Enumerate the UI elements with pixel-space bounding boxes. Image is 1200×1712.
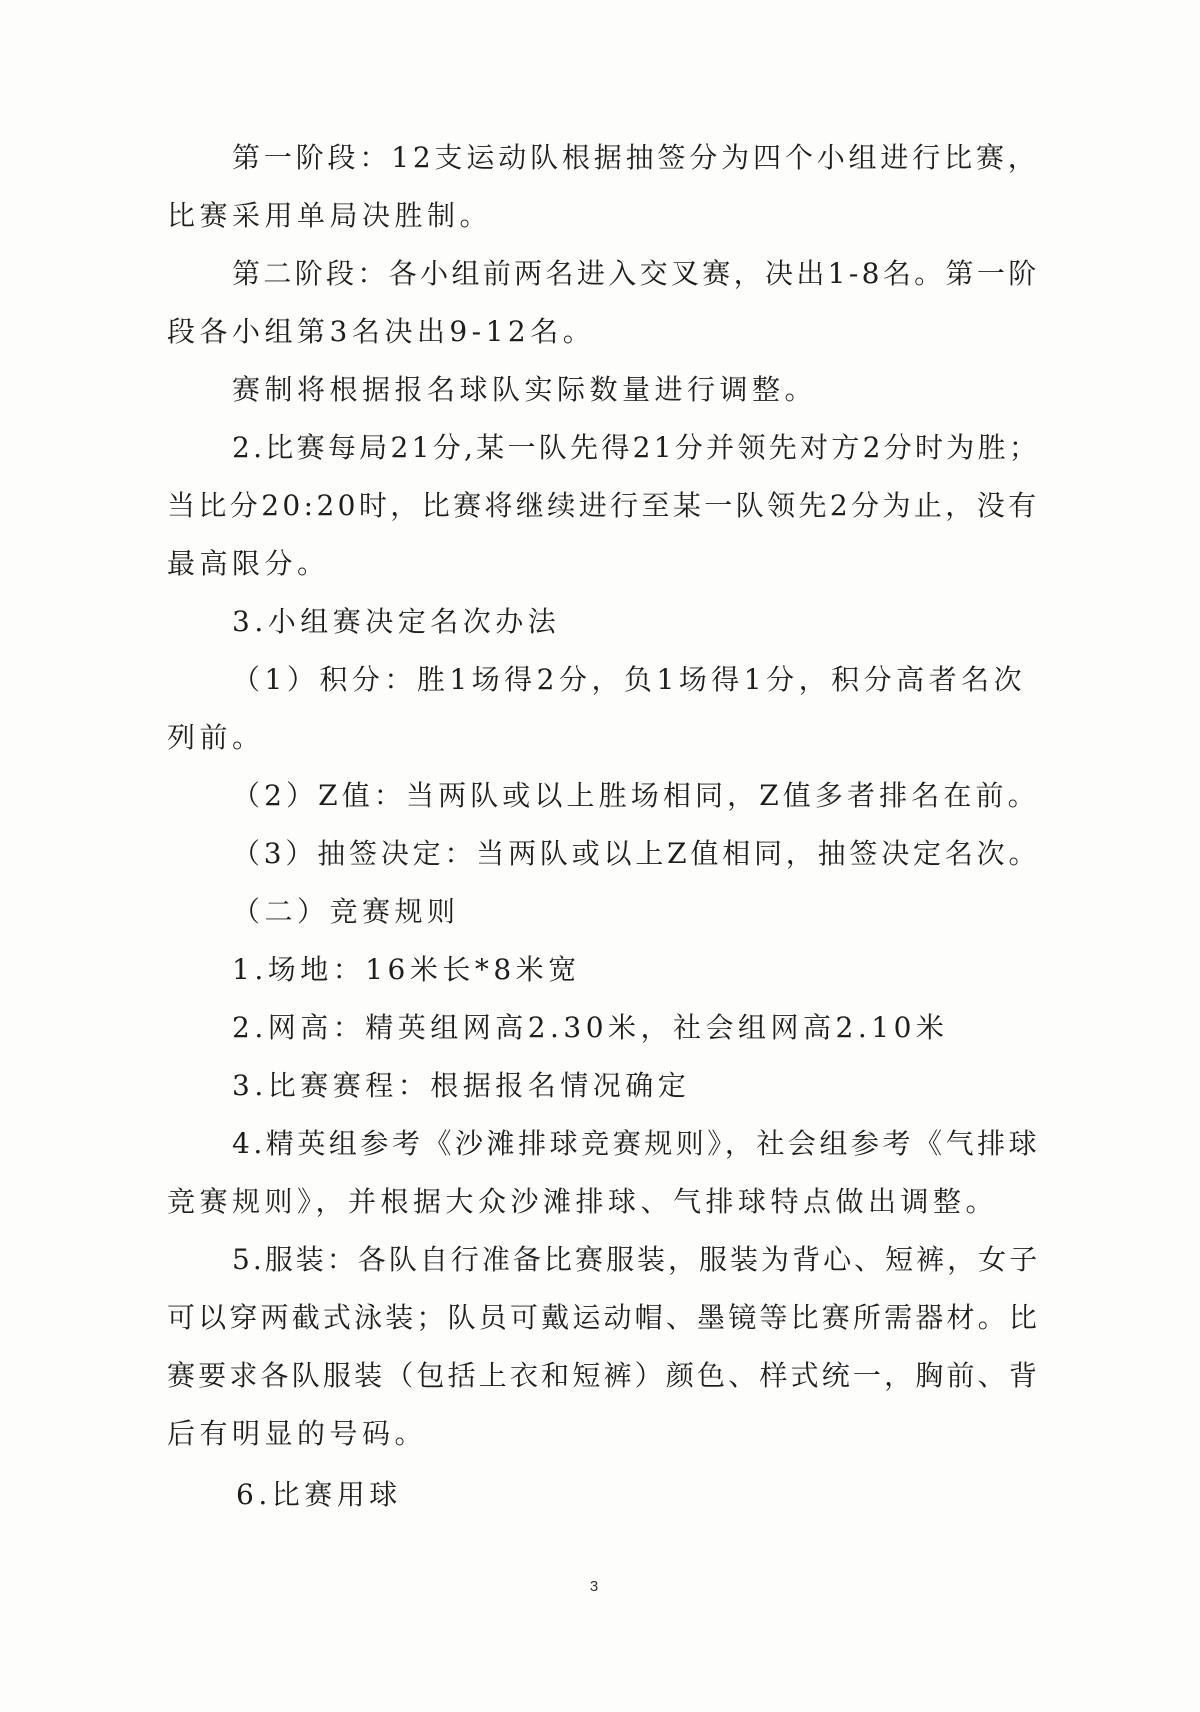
paragraph-line: （3）抽签决定：当两队或以上Z值相同，抽签决定名次。	[232, 837, 1041, 870]
paragraph-line: 4.精英组参考《沙滩排球竞赛规则》，社会组参考《气排球	[232, 1127, 1041, 1160]
section-heading: 3.小组赛决定名次办法	[232, 605, 561, 638]
paragraph-line: （2）Z值：当两队或以上胜场相同，Z值多者排名在前。	[232, 779, 1040, 812]
paragraph-line: 后有明显的号码。	[167, 1417, 428, 1450]
paragraph-line: 3.比赛赛程：根据报名情况确定	[232, 1069, 691, 1102]
paragraph-line: 当比分20:20时，比赛将继续进行至某一队领先2分为止，没有	[167, 489, 1040, 522]
paragraph-line: 比赛采用单局决胜制。	[167, 199, 493, 232]
section-heading: （二）竞赛规则	[232, 895, 460, 928]
paragraph-line: 赛要求各队服装（包括上衣和短裤）颜色、样式统一，胸前、背	[167, 1359, 1041, 1392]
paragraph-line: 2.比赛每局21分,某一队先得21分并领先对方2分时为胜；	[232, 431, 1041, 464]
paragraph-line: 可以穿两截式泳装；队员可戴运动帽、墨镜等比赛所需器材。比	[167, 1301, 1041, 1334]
page-number: 3	[589, 1578, 599, 1595]
paragraph-line: 赛制将根据报名球队实际数量进行调整。	[232, 373, 818, 406]
paragraph-line: 第二阶段：各小组前两名进入交叉赛，决出1-8名。第一阶	[232, 257, 1040, 290]
paragraph-line: 6.比赛用球	[236, 1478, 402, 1511]
paragraph-line: 最高限分。	[167, 547, 330, 580]
paragraph-line: 段各小组第3名决出9-12名。	[167, 315, 596, 348]
paragraph-line: 5.服装：各队自行准备比赛服装，服装为背心、短裤，女子	[232, 1243, 1041, 1276]
paragraph-line: 竞赛规则》，并根据大众沙滩排球、气排球特点做出调整。	[167, 1185, 999, 1218]
paragraph-line: 1.场地：16米长*8米宽	[232, 953, 581, 986]
paragraph-line: 第一阶段：12支运动队根据抽签分为四个小组进行比赛，	[232, 141, 1040, 174]
paragraph-line: 列前。	[167, 721, 265, 754]
paragraph-line: （1）积分：胜1场得2分，负1场得1分，积分高者名次	[232, 663, 1027, 696]
paragraph-line: 2.网高：精英组网高2.30米，社会组网高2.10米	[232, 1011, 949, 1044]
